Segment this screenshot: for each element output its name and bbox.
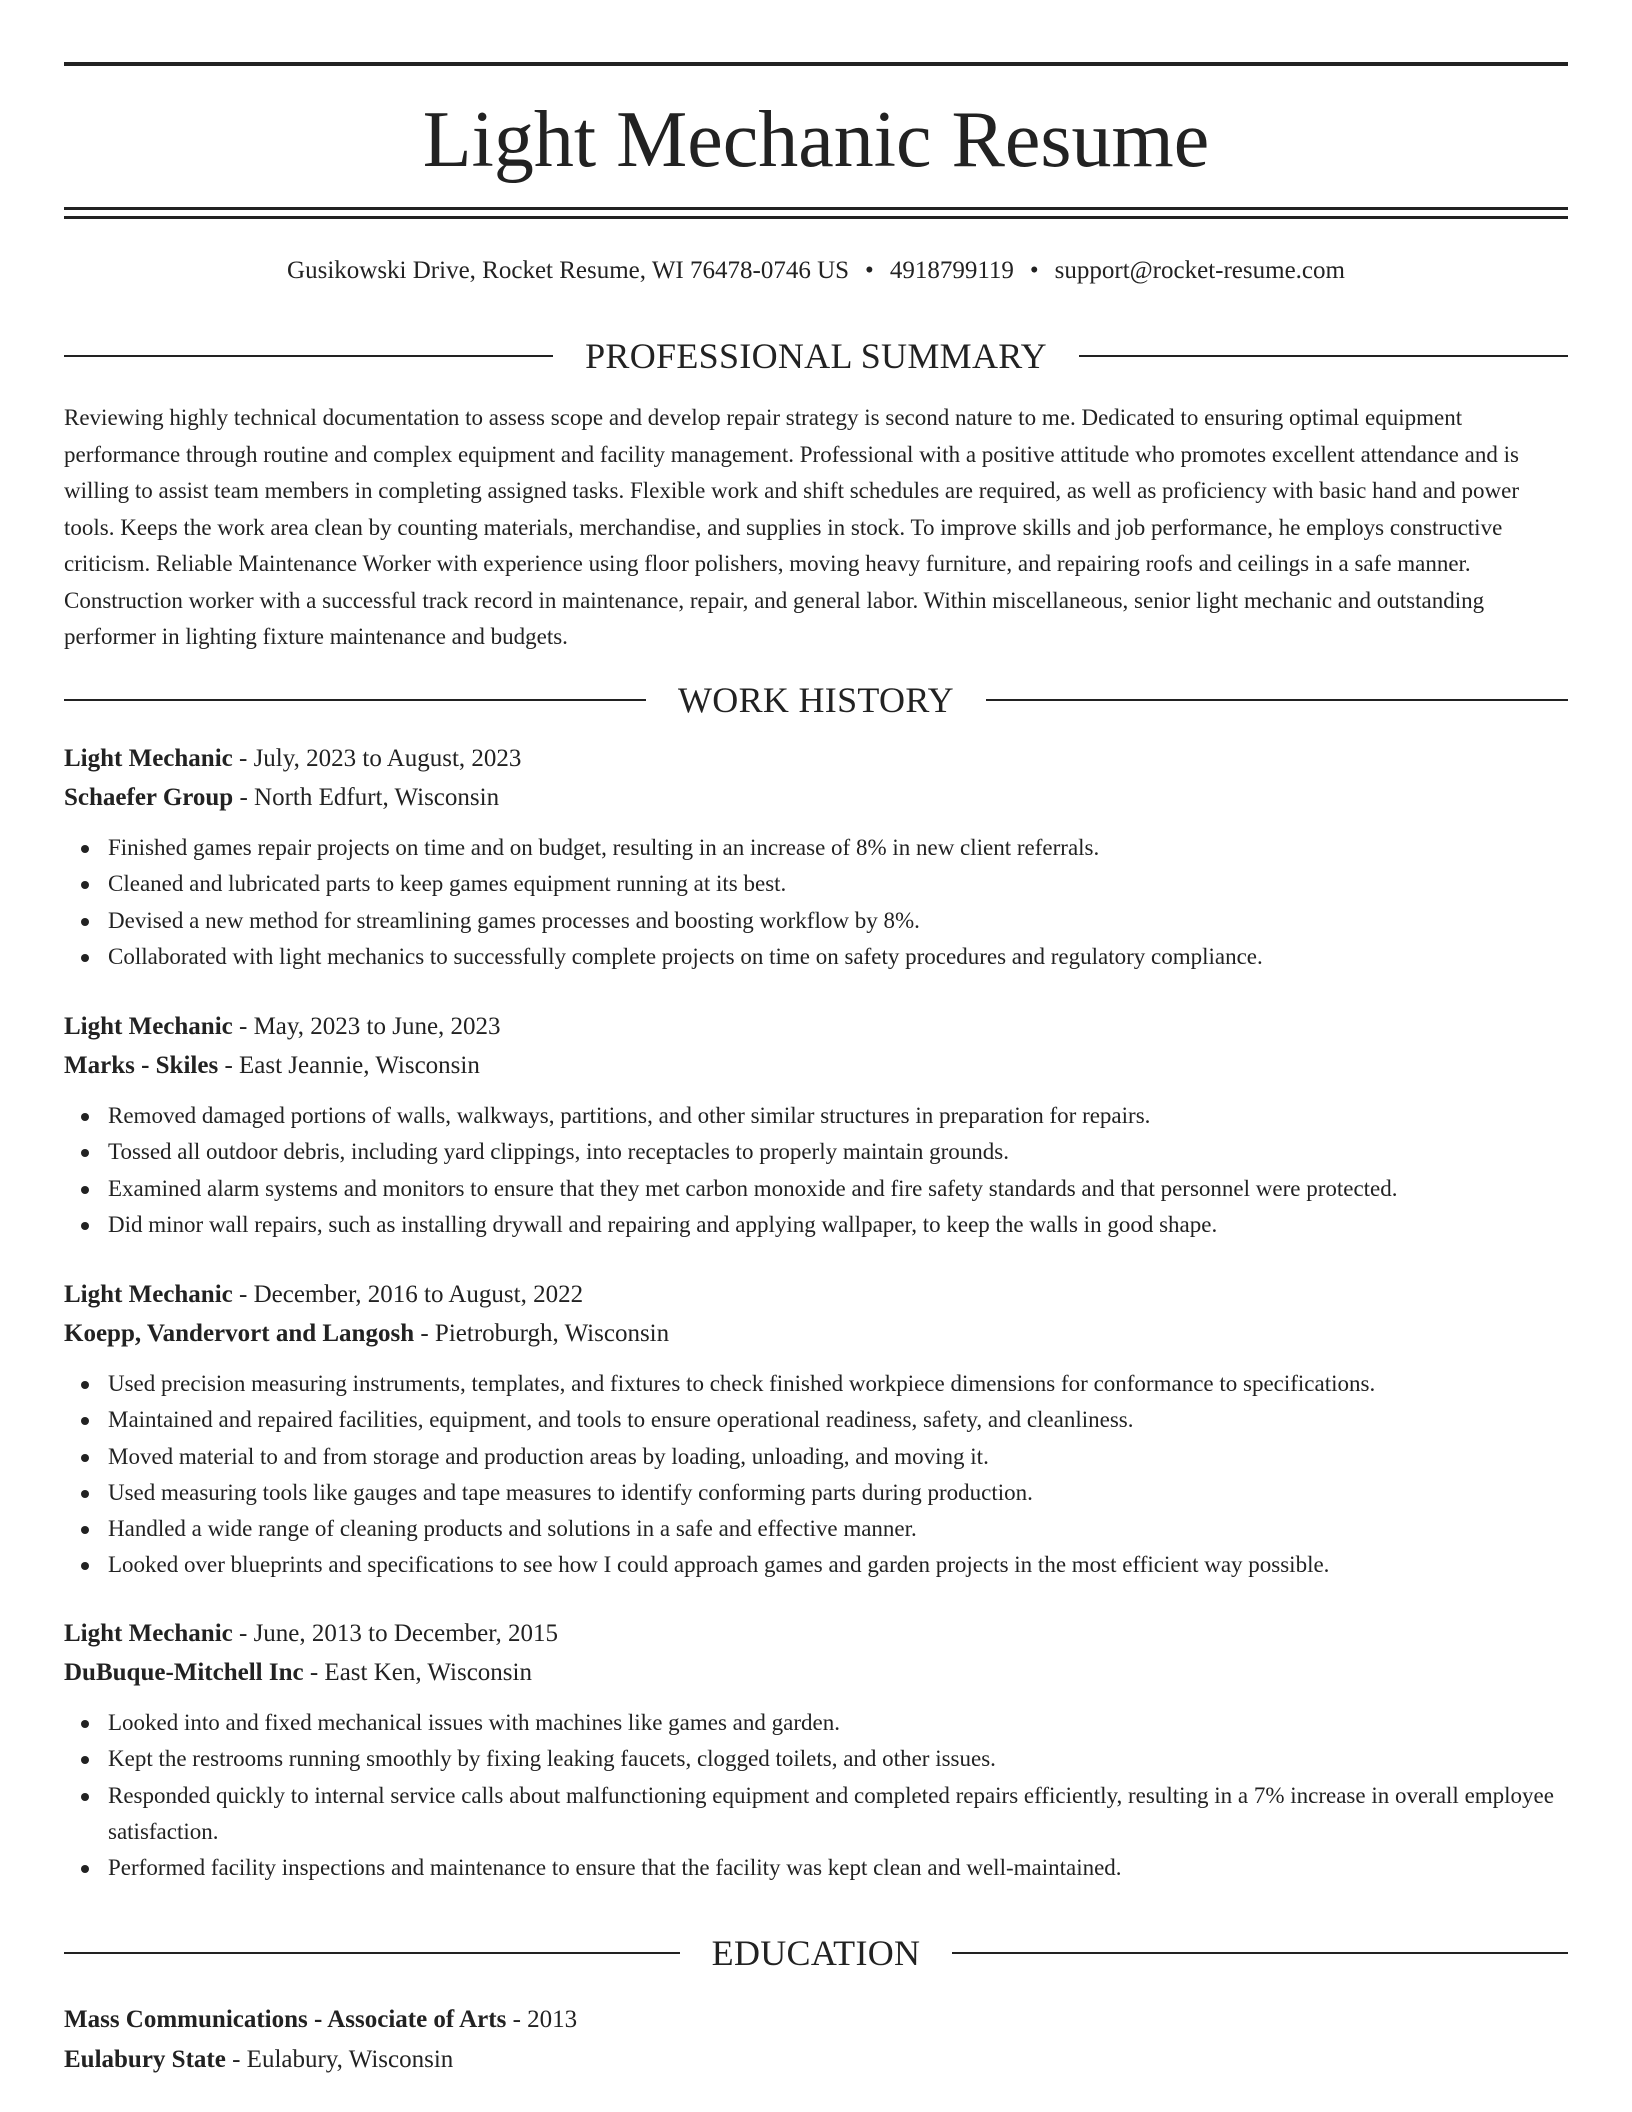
list-item: Looked over blueprints and specifications to see how I could approach games and garden projects in the most efficient way possible. (108, 1547, 1568, 1583)
section-rule (64, 699, 646, 701)
resume-title: Light Mechanic Resume (422, 96, 1210, 184)
list-item: Performed facility inspections and maintenance to ensure that the facility was kept clean and well-maintained. (108, 1850, 1568, 1886)
list-item: Devised a new method for streamlining games processes and boosting workflow by 8%. (108, 903, 1568, 939)
section-title: WORK HISTORY (678, 680, 954, 720)
list-item: Finished games repair projects on time and on budget, resulting in an increase of 8% in new client referrals. (108, 830, 1568, 866)
job-dates: - May, 2023 to June, 2023 (232, 1013, 501, 1040)
job-bullets (64, 830, 1568, 975)
list-item: Removed damaged portions of walls, walkways, partitions, and other similar structures in preparation for repairs. (108, 1098, 1568, 1134)
job-bullets (64, 1098, 1568, 1243)
section-title: PROFESSIONAL SUMMARY (585, 336, 1047, 376)
job-dates: - December, 2016 to August, 2022 (232, 1281, 584, 1308)
section-rule (64, 1952, 680, 1954)
title-rule-lower (64, 216, 1568, 219)
list-item: Did minor wall repairs, such as installing drywall and repairing and applying wallpaper, to keep the walls in good shape. (108, 1207, 1568, 1243)
contact-address: Gusikowski Drive, Rocket Resume, WI 76478-0746 US (287, 257, 850, 284)
list-item: Kept the restrooms running smoothly by fixing leaking faucets, clogged toilets, and other issues. (108, 1741, 1568, 1777)
section-rule (1079, 355, 1568, 357)
professional-summary: Reviewing highly technical documentation to assess scope and develop repair strategy is second nature to me. Dedicated to ensuring optimal equipment performance through routine and complex equipment and facility management. Professional with a positive attitude who promotes excellent attendance and is willing to assist team members in completing assigned tasks. Flexible work and shift schedules are required, as well as proficiency with basic hand and power tools. Keeps the work area clean by counting materials, merchandise, and supplies in stock. To improve skills and job performance, he employs constructive criticism. Reliable Maintenance Worker with experience using floor polishers, moving heavy furniture, and repairing roofs and ceilings in a safe manner. Construction worker with a successful track record in maintenance, repair, and general labor. Within miscellaneous, senior light mechanic and outstanding performer in lighting fixture maintenance and budgets. (64, 405, 1520, 649)
job-title-line (64, 1614, 1568, 1653)
section-heading-summary (64, 334, 1568, 378)
list-item: Used precision measuring instruments, templates, and fixtures to check finished workpiece dimensions for conformance to specifications. (108, 1366, 1568, 1402)
work-entry (64, 739, 1568, 975)
list-item: Moved material to and from storage and production areas by loading, unloading, and moving it. (108, 1439, 1568, 1475)
contact-line (64, 254, 1568, 288)
job-bullets (64, 1705, 1568, 1886)
section-rule (952, 1952, 1568, 1954)
work-entry (64, 1614, 1568, 1886)
job-title-line (64, 1275, 1568, 1314)
job-company-line (64, 778, 1568, 817)
education-school-line (64, 2040, 1568, 2080)
list-item: Collaborated with light mechanics to successfully complete projects on time on safety procedures and regulatory compliance. (108, 939, 1568, 975)
list-item: Responded quickly to internal service calls about malfunctioning equipment and completed repairs efficiently, resulting in a 7% increase in overall employee satisfaction. (108, 1778, 1568, 1851)
job-company-line (64, 1046, 1568, 1085)
education-year: - 2013 (506, 2006, 578, 2033)
job-company: DuBuque-Mitchell Inc (64, 1659, 304, 1686)
contact-separator: • (865, 257, 874, 284)
job-company: Schaefer Group (64, 784, 234, 811)
section-rule (986, 699, 1568, 701)
section-rule (64, 355, 553, 357)
contact-email[interactable]: support@rocket-resume.com (1054, 257, 1345, 284)
job-company: Marks - Skiles (64, 1052, 219, 1079)
job-title: Light Mechanic (64, 1620, 233, 1647)
education-location: - Eulabury, Wisconsin (225, 2046, 454, 2073)
list-item: Used measuring tools like gauges and tape measures to identify conforming parts during production. (108, 1475, 1568, 1511)
job-title: Light Mechanic (64, 745, 233, 772)
list-item: Cleaned and lubricated parts to keep games equipment running at its best. (108, 866, 1568, 902)
job-company: Koepp, Vandervort and Langosh (64, 1320, 415, 1347)
job-location: - North Edfurt, Wisconsin (233, 784, 500, 811)
section-heading-education (64, 1931, 1568, 1975)
work-entry (64, 1275, 1568, 1584)
job-title-line (64, 739, 1568, 778)
education-degree-line (64, 2000, 1568, 2040)
job-dates: - June, 2013 to December, 2015 (232, 1620, 559, 1647)
section-title: EDUCATION (711, 1933, 921, 1973)
job-title-line (64, 1007, 1568, 1046)
job-company-line (64, 1314, 1568, 1353)
list-item: Tossed all outdoor debris, including yard clippings, into receptacles to properly maintain grounds. (108, 1134, 1568, 1170)
title-rule-upper (64, 207, 1568, 210)
section-heading-work-history (64, 678, 1568, 722)
job-dates: - July, 2023 to August, 2023 (232, 745, 522, 772)
education-degree: Mass Communications - Associate of Arts (64, 2006, 507, 2033)
job-location: - Pietroburgh, Wisconsin (414, 1320, 670, 1347)
job-location: - East Jeannie, Wisconsin (218, 1052, 480, 1079)
list-item: Examined alarm systems and monitors to ensure that they met carbon monoxide and fire safety standards and that personnel were protected. (108, 1171, 1568, 1207)
work-entry (64, 1007, 1568, 1243)
contact-separator: • (1029, 257, 1039, 284)
job-company-line (64, 1653, 1568, 1692)
job-title: Light Mechanic (64, 1281, 233, 1308)
list-item: Handled a wide range of cleaning products and solutions in a safe and effective manner. (108, 1511, 1568, 1547)
education-school: Eulabury State (64, 2046, 226, 2073)
list-item: Looked into and fixed mechanical issues with machines like games and garden. (108, 1705, 1568, 1741)
job-title: Light Mechanic (64, 1013, 233, 1040)
contact-phone: 4918799119 (889, 257, 1014, 284)
job-location: - East Ken, Wisconsin (303, 1659, 532, 1686)
list-item: Maintained and repaired facilities, equipment, and tools to ensure operational readiness, safety, and cleanliness. (108, 1402, 1568, 1438)
education-entry (64, 2000, 1568, 2080)
job-bullets (64, 1366, 1568, 1584)
top-rule (64, 62, 1568, 66)
